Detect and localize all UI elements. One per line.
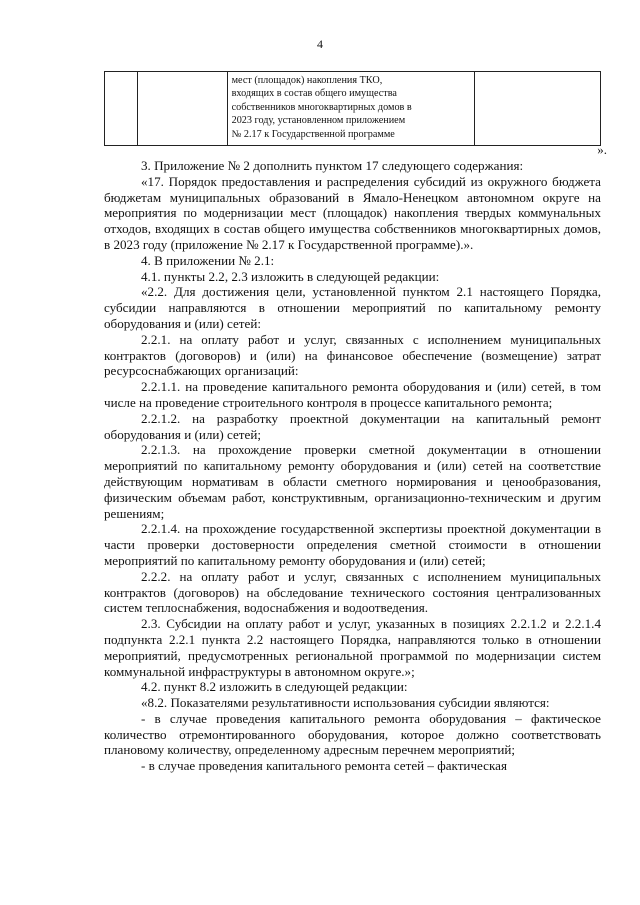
paragraph: 2.2.1.1. на проведение капитального ремонта оборудования и (или) сетей, в том числе на проведение строительного контроля в процессе капитального ремонта;: [104, 379, 601, 410]
paragraph: 2.2.1. на оплату работ и услуг, связанных с исполнением муниципальных контрактов (договоров) и (или) на финансовое обеспечение (возмещение) затрат ресурсоснабжающих организаций:: [104, 331, 601, 379]
paragraph: 3. Приложение № 2 дополнить пунктом 17 следующего содержания:: [141, 158, 524, 173]
page-number: 4: [317, 37, 323, 51]
paragraph: «8.2. Показателями результативности использования субсидии являются:: [141, 695, 550, 711]
paragraph: 4.2. пункт 8.2 изложить в следующей редакции:: [141, 679, 408, 695]
table-cell-1: [105, 72, 138, 146]
table-cell-line: собственников многоквартирных домов в: [231, 101, 412, 113]
table-cell-2: [137, 72, 227, 146]
paragraph: 2.2.1.3. на прохождение проверки сметной документации в отношении мероприятий по капитальному ремонту оборудования и (или) сетей на соответствие действующим нормативам в области сметного нормирования и ценообразования, физическим объемам работ, конструктивным, организационно-техническим и другим решениям;: [104, 442, 601, 521]
paragraph: 2.2.1.2. на разработку проектной документации на капитальный ремонт оборудования и (или) сетей;: [104, 410, 601, 442]
table-row: [105, 72, 601, 146]
paragraph: 4.1. пункты 2.2, 2.3 изложить в следующей редакции:: [141, 268, 440, 284]
paragraph: «2.2. Для достижения цели, установленной пунктом 2.1 настоящего Порядка, субсидии направляются в отношении мероприятий по капитальному ремонту оборудования и (или) сетей:: [104, 284, 601, 331]
document-body: [104, 158, 601, 774]
table-cell-3: [227, 72, 475, 146]
paragraph: 2.2.1.4. на прохождение государственной экспертизы проектной документации в части проверки достоверности определения сметной стоимости в отношении мероприятий по капитальному ремонту оборудования и (или) сетей;: [104, 521, 601, 568]
table-cell-line: № 2.17 к Государственной программе: [231, 128, 395, 140]
table-cell-line: входящих в состав общего имущества: [231, 88, 397, 100]
paragraph: «17. Порядок предоставления и распределения субсидий из окружного бюджета бюджетам муниципальных образований в Ямало-Ненецком автономном округе на мероприятия по модернизации мест (площадок) накопления твердых коммунальных отходов, входящих в состав общего имущества собственников многоквартирных домов, в 2023 году (приложение № 2.17 к Государственной программе).».: [104, 173, 601, 252]
closing-quote: ».: [597, 142, 607, 157]
paragraph: 2.3. Субсидии на оплату работ и услуг, указанных в позициях 2.2.1.2 и 2.2.1.4 подпункта 2.2.1 пункта 2.2 настоящего Порядка, направляются только в отношении мероприятий, предусмотренных региональной программой по модернизации систем коммунальной инфраструктуры в автономном округе.»;: [104, 616, 601, 679]
table-cell-text: [228, 72, 475, 145]
table-cell-4: [475, 72, 601, 146]
paragraph: 4. В приложении № 2.1:: [141, 252, 275, 268]
paragraph: 2.2.2. на оплату работ и услуг, связанных с исполнением муниципальных контрактов (договоров) на обследование технического состояния централизованных систем теплоснабжения, водоснабжения и водоотведения.: [104, 568, 601, 616]
table-cell-line: мест (площадок) накопления ТКО,: [231, 75, 383, 86]
table-cell-line: 2023 году, установленном приложением: [231, 115, 406, 127]
continuation-table: [104, 71, 601, 146]
paragraph: - в случае проведения капитального ремонта оборудования – фактическое количество отремонтированного оборудования, которое должно соответствовать плановому количеству, определенному адресным перечнем мероприятий;: [104, 710, 601, 758]
paragraph: - в случае проведения капитального ремонта сетей – фактическая: [141, 758, 507, 774]
